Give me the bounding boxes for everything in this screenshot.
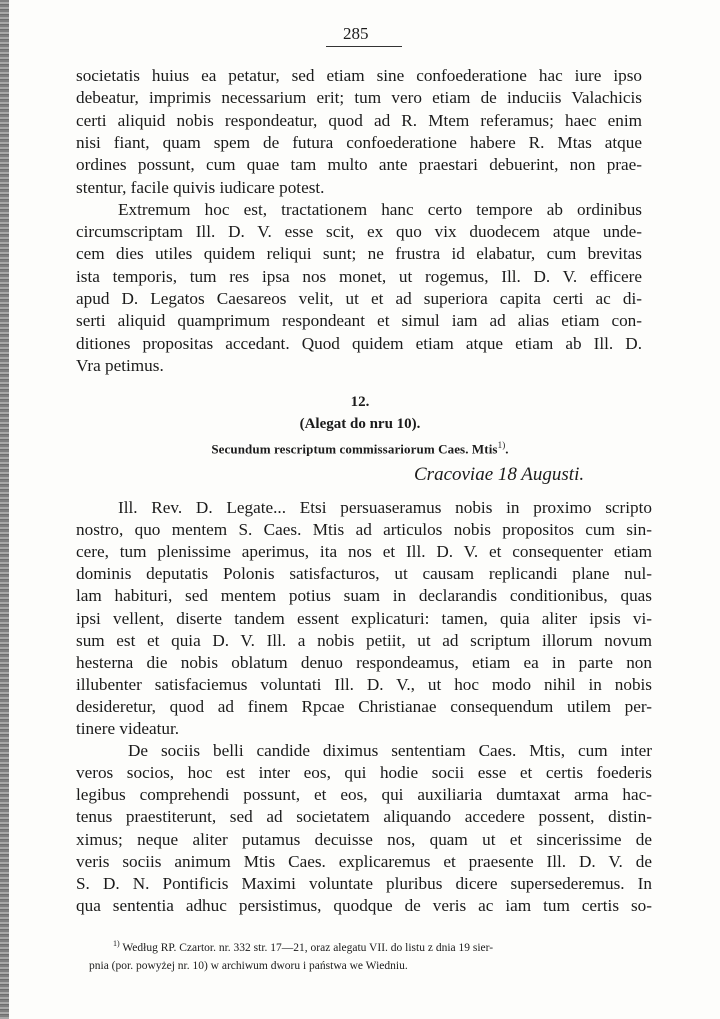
- paragraph-top-line: nisi fiant, quam spem de futura confoederatione habere R. Mtas atque: [76, 133, 642, 152]
- subtitle-text: Secundum rescriptum commissariorum Caes. Mtis: [211, 441, 498, 457]
- paragraph-bottom-line: tenus praestiterunt, sed ad societatem aliquando accedere possent, distin-: [76, 807, 652, 826]
- paragraph-bottom-line: desideretur, quod ad finem Rpcae Christianae consequendum utilem per-: [76, 697, 652, 716]
- paragraph-bottom-line: qua sententia adhuc persistimus, quodque de veris ac iam tum certis so-: [76, 896, 652, 915]
- paragraph-top-line: stentur, facile quivis iudicare potest.: [76, 178, 325, 197]
- paragraph-bottom-line: dominis deputatis Polonis satisfacturos, ut causam replicandi plane nul-: [76, 564, 652, 583]
- subtitle-footnote-marker: 1): [497, 440, 506, 450]
- scan-edge: [0, 0, 9, 1019]
- paragraph-bottom-line: lam habituri, sed mentem potius suam in declarandis conditionibus, quas: [76, 586, 652, 605]
- section-number: 12.: [350, 394, 370, 410]
- paragraph-top-line: debeatur, imprimis necessarium erit; tum vero etiam de induciis Valachicis: [76, 88, 642, 107]
- paragraph-bottom-line: Ill. Rev. D. Legate... Etsi persuaseramus nobis in proximo scripto: [118, 498, 652, 517]
- footnote-line-2: pnia (por. powyżej nr. 10) w archiwum dworu i państwa we Wiedniu.: [89, 960, 408, 972]
- paragraph-top-line: circumscriptam Ill. D. V. esse scit, ex quo vix duodecem atque unde-: [76, 222, 642, 241]
- paragraph-top-line: Vra petimus.: [76, 356, 164, 375]
- paragraph-top-line: serti aliquid quamprimum respondeant et simul iam ad alias etiam con-: [76, 311, 642, 330]
- paragraph-bottom-line: veris sociis animum Mtis Caes. explicaremus et praesente Ill. D. V. de: [76, 852, 652, 871]
- paragraph-bottom-line: S. D. N. Pontificis Maximi voluntate pluribus dicere supersederemus. In: [76, 874, 652, 893]
- paragraph-bottom-line: De sociis belli candide diximus sententiam Caes. Mtis, cum inter: [128, 741, 652, 760]
- footnote-line-1: [113, 936, 493, 956]
- section-title: (Alegat do nru 10).: [299, 416, 421, 432]
- paragraph-bottom-line: nostro, quo mentem S. Caes. Mtis ad articulos nobis propositos cum sin-: [76, 520, 652, 539]
- paragraph-bottom-line: veros socios, hoc est inter eos, qui hodie socii esse et certis foederis: [76, 763, 652, 782]
- page-number-rule: [326, 46, 402, 47]
- paragraph-top-line: Extremum hoc est, tractationem hanc certo tempore ab ordinibus: [118, 200, 642, 219]
- paragraph-top-line: cem dies utiles quidem reliqui sunt; ne frustra id elabatur, cum brevitas: [76, 244, 642, 263]
- dateline: Cracoviae 18 Augusti.: [414, 464, 585, 485]
- footnote-text-1: Według RP. Czartor. nr. 332 str. 17—21, oraz alegatu VII. do listu z dnia 19 sier-: [122, 941, 494, 954]
- paragraph-top-line: societatis huius ea petatur, sed etiam sine confoederatione hac iure ipso: [76, 66, 642, 85]
- section-subtitle: Secundum rescriptum commissariorum Caes. Mtis$^{1)}$.: [211, 440, 509, 457]
- paragraph-bottom-line: legibus comprehendi possunt, et eos, qui auxiliaria dumtaxat arma hac-: [76, 785, 652, 804]
- paragraph-bottom-line: ximus; neque aliter putamus decuisse nos, quam ut et sincerissime de: [76, 830, 652, 849]
- paragraph-bottom-line: ipsi vellent, diserte tandem essent explicaturi: tamen, quia aliter ipsis vi-: [76, 609, 652, 628]
- paragraph-top-line: ista temporis, tum res ipsa nos monet, ut rogemus, Ill. D. V. efficere: [76, 267, 642, 286]
- page-number: 285: [343, 24, 369, 43]
- paragraph-bottom-line: illubenter satisfaciemus voluntati Ill. D. V., ut hoc modo nihil in nobis: [76, 675, 652, 694]
- paragraph-bottom-line: hesterna die nobis oblatum denuo respondeamus, etiam ea in parte non: [76, 653, 652, 672]
- paragraph-top-line: certi aliquid nobis respondeatur, quod ad R. Mtem referamus; haec enim: [76, 111, 642, 130]
- paragraph-top-line: apud D. Legatos Caesareos velit, ut et ad superiora capita certi ac di-: [76, 289, 642, 308]
- paragraph-bottom-line: sum est et quia D. V. Ill. a nobis petiit, ut ad scriptum illorum novum: [76, 631, 652, 650]
- paragraph-bottom-line: cere, tum plenissime aperimus, ita nos et Ill. D. V. et consequenter etiam: [76, 542, 652, 561]
- footnote-marker: 1): [113, 939, 120, 948]
- paragraph-bottom-line: tinere videatur.: [76, 719, 180, 738]
- paragraph-top-line: ordines possunt, cum quae tam multo ante praestari debuerint, non prae-: [76, 155, 642, 174]
- paragraph-top-line: ditiones propositas accedant. Quod quidem etiam atque etiam ab Ill. D.: [76, 334, 642, 353]
